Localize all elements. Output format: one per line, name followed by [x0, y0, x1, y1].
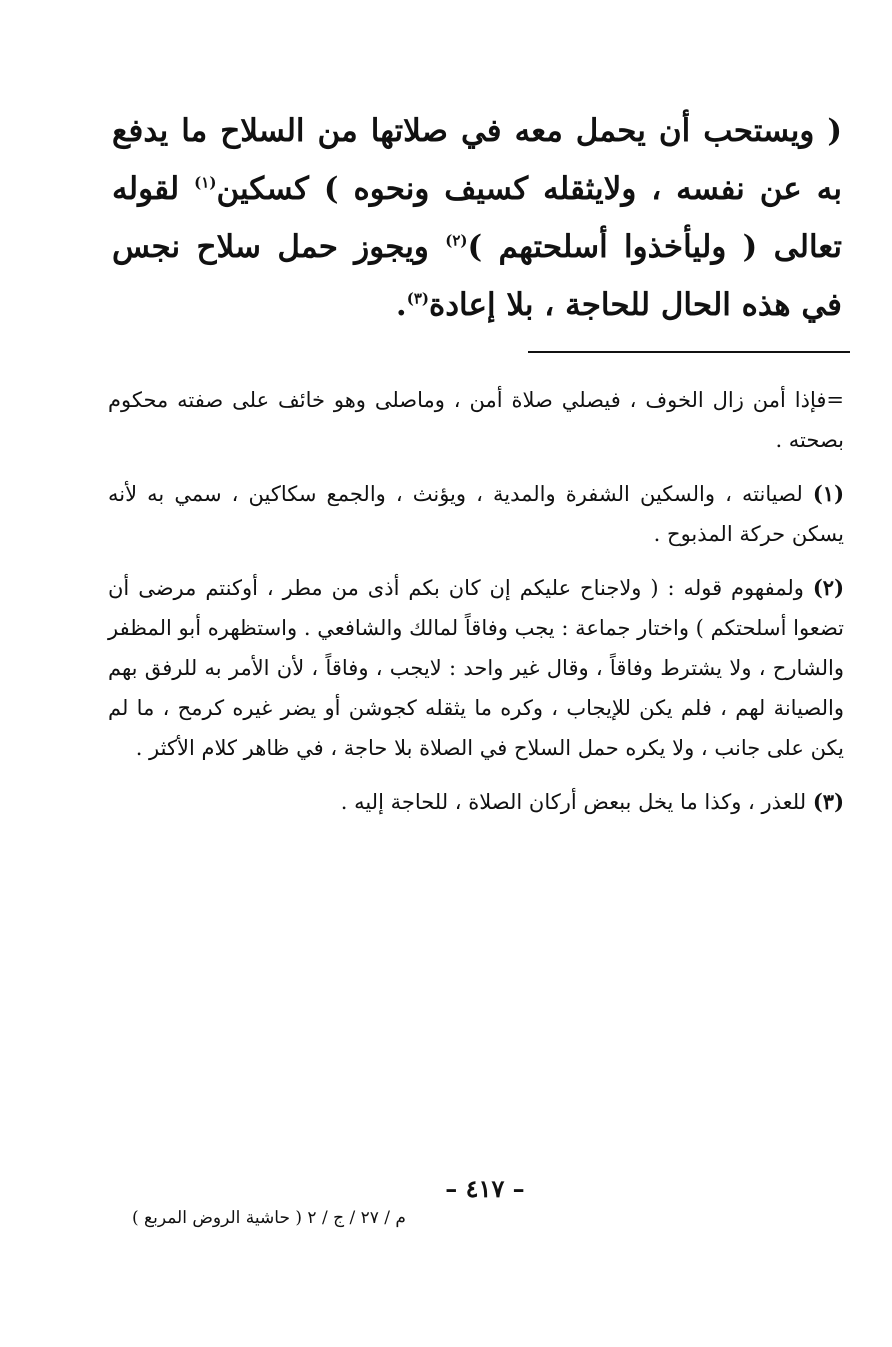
footnote-2 [108, 568, 844, 768]
main-text-end: . [395, 287, 407, 323]
main-text-part-3: ويجوز حمل سلاح نجس في هذه الحال للحاجة ، بلا إعادة [112, 229, 842, 323]
signature-line: م / ٢٧ / ج / ٢ ( حاشية الروض المربع ) [132, 1208, 406, 1228]
footnote-ref-3: (٣) [406, 289, 429, 308]
footnote-ref-2: (٢) [445, 231, 468, 250]
footnote-text: للعذر ، وكذا ما يخل ببعض أركان الصلاة ، للحاجة إليه . [340, 790, 813, 814]
footnote-1 [108, 474, 844, 554]
footnote-ref-1: (١) [194, 173, 217, 192]
footnote-continuation: =فإذا أمن زال الخوف ، فيصلي صلاة أمن ، وماصلى وهو خائف على صفته محكوم بصحته . [108, 388, 844, 452]
main-paragraph [112, 102, 842, 334]
footnote-number: (١) [812, 481, 844, 506]
main-text [112, 102, 842, 334]
footnote-number: (٢) [812, 575, 844, 600]
footnote-text: لصيانته ، والسكين الشفرة والمدية ، ويؤنث ، والجمع سكاكين ، سمي به لأنه يسكن حركة المذبوح . [108, 482, 844, 546]
main-text-part-1: ( ويستحب أن يحمل معه في صلاتها من السلاح ما يدفع به عن نفسه ، ولايثقله كسيف ونحوه ) كسكين [112, 113, 842, 207]
main-text-part-2: لقوله تعالى ( وليأخذوا أسلحتهم ) [112, 171, 842, 265]
page-number: – ٤١٧ – [445, 1174, 525, 1203]
footnotes-section [108, 380, 844, 836]
footnote-number: (٣) [812, 789, 844, 814]
footnote-text: ولمفهوم قوله : ( ولاجناح عليكم إن كان بكم أذى من مطر ، أوكنتم مرضى أن تضعوا أسلحتكم ) واختار جماعة : يجب وفاقاً لمالك والشافعي . واستظهره أبو المظفر والشارح ، ولا يشترط وفاقاً ، وقال غير واحد : لايجب ، وفاقاً ، لأن الأمر به للرفق بهم والصيانة لهم ، فلم يكن للإيجاب ، وكره ما يثقله كجوشن أو يضر غيره كرمح ، ما لم يكن على جانب ، ولا يكره حمل السلاح في الصلاة بلا حاجة ، في ظاهر كلام الأكثر . [108, 576, 844, 760]
footnote-separator [528, 351, 850, 353]
footnote-3 [108, 782, 844, 822]
